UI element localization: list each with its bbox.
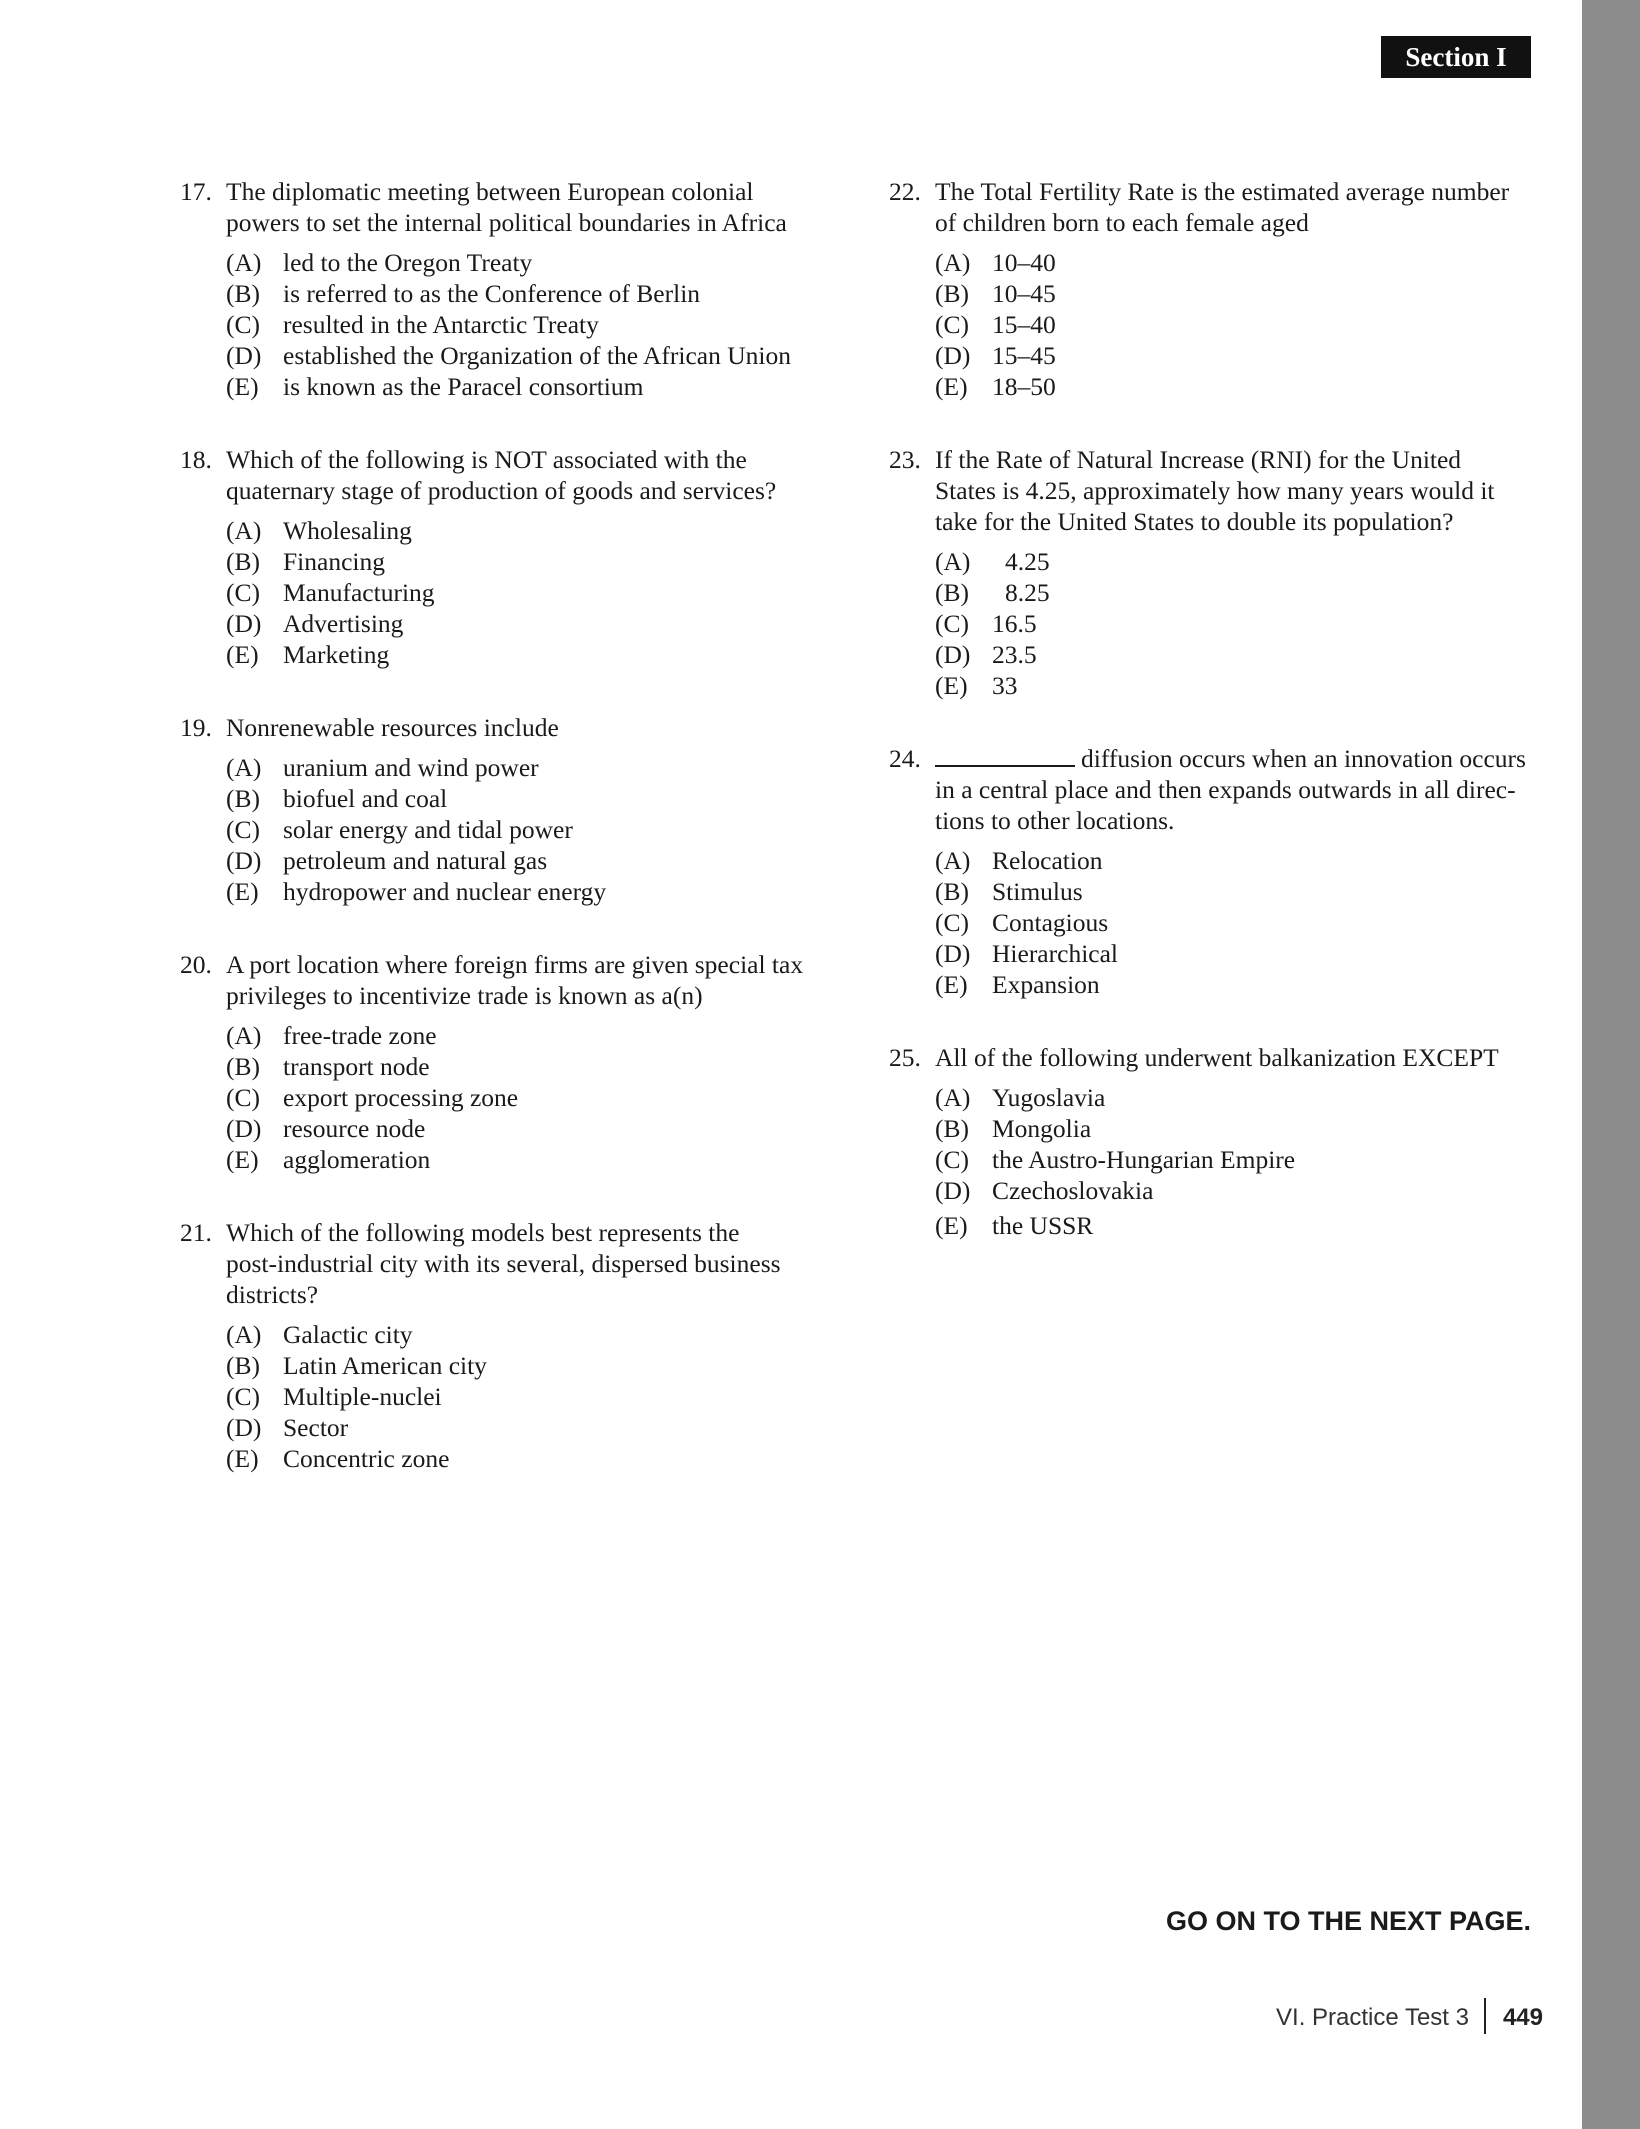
stem-line: quaternary stage of production of goods and services? bbox=[226, 476, 777, 505]
question-25 bbox=[889, 1042, 1539, 1241]
option-b[interactable] bbox=[226, 278, 820, 309]
question-18 bbox=[180, 444, 820, 670]
option-text: Contagious bbox=[992, 908, 1109, 937]
question-number: 18. bbox=[180, 445, 212, 474]
stem-line: Which of the following is NOT associated with the bbox=[226, 445, 747, 474]
option-text: Relocation bbox=[992, 846, 1103, 875]
option-text: agglomeration bbox=[283, 1145, 431, 1174]
option-text: uranium and wind power bbox=[283, 753, 539, 782]
stem-line: If the Rate of Natural Increase (RNI) for the United bbox=[935, 445, 1462, 474]
option-text: the Austro-Hungarian Empire bbox=[992, 1145, 1296, 1174]
option-d[interactable] bbox=[226, 845, 820, 876]
question-21 bbox=[180, 1217, 820, 1474]
option-a[interactable] bbox=[226, 1020, 820, 1051]
option-text: 23.5 bbox=[992, 640, 1037, 669]
option-text: Galactic city bbox=[283, 1320, 413, 1349]
option-a[interactable] bbox=[226, 515, 820, 546]
answer-options bbox=[180, 1319, 820, 1474]
option-letter: (D) bbox=[935, 939, 971, 968]
option-letter: (B) bbox=[935, 877, 969, 906]
option-e[interactable] bbox=[935, 371, 1539, 402]
fill-in-blank bbox=[935, 743, 1075, 767]
option-e[interactable] bbox=[226, 371, 820, 402]
stem-line: privileges to incentivize trade is known as a(n) bbox=[226, 981, 703, 1010]
option-letter: (A) bbox=[226, 753, 262, 782]
stem-line: districts? bbox=[226, 1280, 319, 1309]
stem-line: take for the United States to double its population? bbox=[935, 507, 1454, 536]
stem-line-text: diffusion occurs when an innovation occurs bbox=[1081, 744, 1526, 773]
option-a[interactable] bbox=[226, 752, 820, 783]
option-text: biofuel and coal bbox=[283, 784, 448, 813]
option-letter: (D) bbox=[935, 640, 971, 669]
option-c[interactable] bbox=[935, 309, 1539, 340]
question-19 bbox=[180, 712, 820, 907]
option-text: petroleum and natural gas bbox=[283, 846, 548, 875]
question-number: 22. bbox=[889, 177, 921, 206]
side-thumb-band bbox=[1582, 0, 1640, 2129]
option-text: Yugoslavia bbox=[992, 1083, 1106, 1112]
option-text: Concentric zone bbox=[283, 1444, 450, 1473]
stem-line: of children born to each female aged bbox=[935, 208, 1309, 237]
stem-line bbox=[935, 743, 1539, 774]
option-text: the USSR bbox=[992, 1211, 1094, 1240]
question-stem bbox=[180, 176, 820, 238]
option-letter: (B) bbox=[226, 784, 260, 813]
question-24 bbox=[889, 743, 1539, 1000]
answer-options bbox=[180, 1020, 820, 1175]
option-text: Sector bbox=[283, 1413, 349, 1442]
stem-line: States is 4.25, approximately how many years would it bbox=[935, 476, 1495, 505]
option-text: is referred to as the Conference of Berlin bbox=[283, 279, 701, 308]
option-c[interactable] bbox=[226, 577, 820, 608]
left-column bbox=[180, 176, 820, 1474]
option-letter: (D) bbox=[226, 1413, 262, 1442]
question-stem bbox=[889, 176, 1539, 238]
option-letter: (B) bbox=[226, 279, 260, 308]
option-text: 10–45 bbox=[992, 279, 1056, 308]
option-text: resulted in the Antarctic Treaty bbox=[283, 310, 599, 339]
page-footer bbox=[1100, 1998, 1545, 2034]
option-c[interactable] bbox=[935, 1144, 1539, 1175]
question-number: 25. bbox=[889, 1043, 921, 1072]
option-text: Mongolia bbox=[992, 1114, 1092, 1143]
option-text: Latin American city bbox=[283, 1351, 487, 1380]
option-letter: (C) bbox=[935, 609, 969, 638]
option-text: Hierarchical bbox=[992, 939, 1118, 968]
option-letter: (A) bbox=[226, 1320, 262, 1349]
option-d[interactable] bbox=[226, 608, 820, 639]
option-letter: (D) bbox=[226, 1114, 262, 1143]
option-e[interactable] bbox=[935, 969, 1539, 1000]
question-20 bbox=[180, 949, 820, 1175]
question-number: 24. bbox=[889, 744, 921, 773]
question-22 bbox=[889, 176, 1539, 402]
option-b[interactable] bbox=[226, 1350, 820, 1381]
option-d[interactable] bbox=[226, 340, 820, 371]
option-letter: (E) bbox=[226, 1444, 259, 1473]
option-letter: (C) bbox=[226, 815, 260, 844]
option-letter: (A) bbox=[226, 1021, 262, 1050]
option-d[interactable] bbox=[935, 340, 1539, 371]
option-d[interactable] bbox=[935, 938, 1539, 969]
section-badge: Section I bbox=[1381, 36, 1531, 78]
option-text: Advertising bbox=[283, 609, 404, 638]
stem-line: tions to other locations. bbox=[935, 806, 1175, 835]
option-letter: (A) bbox=[935, 1083, 971, 1112]
option-letter: (A) bbox=[226, 248, 262, 277]
option-letter: (B) bbox=[226, 1351, 260, 1380]
question-number: 23. bbox=[889, 445, 921, 474]
question-stem bbox=[889, 743, 1539, 836]
option-letter: (B) bbox=[226, 547, 260, 576]
option-d[interactable] bbox=[226, 1113, 820, 1144]
option-c[interactable] bbox=[226, 309, 820, 340]
option-b[interactable] bbox=[226, 1051, 820, 1082]
option-text: hydropower and nuclear energy bbox=[283, 877, 607, 906]
option-letter: (E) bbox=[935, 970, 968, 999]
footer-divider bbox=[1484, 1998, 1486, 2034]
option-letter: (D) bbox=[226, 609, 262, 638]
option-a[interactable] bbox=[935, 247, 1539, 278]
stem-line: All of the following underwent balkanization EXCEPT bbox=[935, 1043, 1499, 1072]
option-b[interactable] bbox=[935, 577, 1539, 608]
option-letter: (B) bbox=[935, 279, 969, 308]
option-letter: (C) bbox=[226, 310, 260, 339]
option-text: 18–50 bbox=[992, 372, 1056, 401]
question-number: 19. bbox=[180, 713, 212, 742]
option-text: 4.25 bbox=[1005, 547, 1050, 576]
option-letter: (B) bbox=[935, 1114, 969, 1143]
option-c[interactable] bbox=[226, 1381, 820, 1412]
stem-line: post-industrial city with its several, dispersed business bbox=[226, 1249, 781, 1278]
option-text: free-trade zone bbox=[283, 1021, 437, 1050]
option-text: 15–40 bbox=[992, 310, 1056, 339]
running-title: VI. Practice Test 3 bbox=[1276, 2004, 1469, 2031]
option-b[interactable] bbox=[226, 546, 820, 577]
option-letter: (D) bbox=[226, 341, 262, 370]
question-number: 17. bbox=[180, 177, 212, 206]
option-letter: (E) bbox=[226, 372, 259, 401]
answer-options bbox=[889, 1082, 1539, 1241]
question-17 bbox=[180, 176, 820, 402]
option-text: Expansion bbox=[992, 970, 1100, 999]
option-e[interactable] bbox=[226, 1443, 820, 1474]
option-text: Multiple-nuclei bbox=[283, 1382, 442, 1411]
option-text: led to the Oregon Treaty bbox=[283, 248, 533, 277]
answer-options bbox=[180, 752, 820, 907]
stem-line: Which of the following models best represents the bbox=[226, 1218, 740, 1247]
option-text: is known as the Paracel consortium bbox=[283, 372, 644, 401]
answer-options bbox=[889, 845, 1539, 1000]
option-letter: (E) bbox=[935, 671, 968, 700]
option-b[interactable] bbox=[226, 783, 820, 814]
option-letter: (C) bbox=[226, 1083, 260, 1112]
option-letter: (C) bbox=[226, 578, 260, 607]
option-c[interactable] bbox=[226, 1082, 820, 1113]
question-stem bbox=[180, 949, 820, 1011]
option-e[interactable] bbox=[226, 1144, 820, 1175]
option-a[interactable] bbox=[935, 1082, 1539, 1113]
option-letter: (E) bbox=[226, 1145, 259, 1174]
question-stem bbox=[889, 444, 1539, 537]
option-c[interactable] bbox=[935, 608, 1539, 639]
question-stem bbox=[180, 712, 820, 743]
option-text: Wholesaling bbox=[283, 516, 412, 545]
answer-options bbox=[180, 247, 820, 402]
question-stem bbox=[180, 1217, 820, 1310]
option-text: resource node bbox=[283, 1114, 426, 1143]
option-letter: (E) bbox=[226, 640, 259, 669]
option-d[interactable] bbox=[935, 1175, 1539, 1206]
answer-options bbox=[889, 546, 1539, 701]
option-letter: (E) bbox=[226, 877, 259, 906]
option-letter: (E) bbox=[935, 372, 968, 401]
option-letter: (A) bbox=[935, 547, 971, 576]
stem-line: in a central place and then expands outwards in all direc- bbox=[935, 775, 1516, 804]
question-number: 20. bbox=[180, 950, 212, 979]
option-text: 8.25 bbox=[1005, 578, 1050, 607]
option-e[interactable] bbox=[226, 639, 820, 670]
option-text: 10–40 bbox=[992, 248, 1056, 277]
question-stem bbox=[889, 1042, 1539, 1073]
option-e[interactable] bbox=[226, 876, 820, 907]
option-text: 16.5 bbox=[992, 609, 1037, 638]
option-c[interactable] bbox=[226, 814, 820, 845]
option-text: 33 bbox=[992, 671, 1018, 700]
option-text: export processing zone bbox=[283, 1083, 519, 1112]
page-number: 449 bbox=[1502, 2004, 1543, 2031]
question-23 bbox=[889, 444, 1539, 701]
answer-options bbox=[180, 515, 820, 670]
option-b[interactable] bbox=[935, 278, 1539, 309]
option-text: solar energy and tidal power bbox=[283, 815, 573, 844]
option-c[interactable] bbox=[935, 907, 1539, 938]
question-number: 21. bbox=[180, 1218, 212, 1247]
stem-line: powers to set the internal political boundaries in Africa bbox=[226, 208, 787, 237]
option-text: Manufacturing bbox=[283, 578, 435, 607]
option-d[interactable] bbox=[226, 1412, 820, 1443]
option-a[interactable] bbox=[226, 247, 820, 278]
option-b[interactable] bbox=[935, 1113, 1539, 1144]
right-column bbox=[889, 176, 1539, 1241]
option-letter: (E) bbox=[935, 1211, 968, 1240]
option-b[interactable] bbox=[935, 876, 1539, 907]
option-d[interactable] bbox=[935, 639, 1539, 670]
option-text: established the Organization of the African Union bbox=[283, 341, 791, 370]
stem-line: A port location where foreign firms are given special tax bbox=[226, 950, 804, 979]
option-letter: (A) bbox=[226, 516, 262, 545]
option-text: 15–45 bbox=[992, 341, 1056, 370]
option-a[interactable] bbox=[226, 1319, 820, 1350]
answer-options bbox=[889, 247, 1539, 402]
option-letter: (A) bbox=[935, 846, 971, 875]
option-a[interactable] bbox=[935, 546, 1539, 577]
option-e[interactable] bbox=[935, 1210, 1539, 1241]
option-letter: (C) bbox=[935, 908, 969, 937]
option-letter: (C) bbox=[935, 310, 969, 339]
option-text: Marketing bbox=[283, 640, 390, 669]
option-text: Stimulus bbox=[992, 877, 1083, 906]
option-a[interactable] bbox=[935, 845, 1539, 876]
option-letter: (B) bbox=[935, 578, 969, 607]
option-letter: (D) bbox=[935, 1176, 971, 1205]
option-text: Czechoslovakia bbox=[992, 1176, 1154, 1205]
stem-line: The Total Fertility Rate is the estimated average number bbox=[935, 177, 1510, 206]
go-on-next-page-notice: GO ON TO THE NEXT PAGE. bbox=[1165, 1906, 1531, 1936]
option-letter: (D) bbox=[935, 341, 971, 370]
option-letter: (C) bbox=[935, 1145, 969, 1174]
stem-line: The diplomatic meeting between European colonial bbox=[226, 177, 754, 206]
option-letter: (D) bbox=[226, 846, 262, 875]
option-text: Financing bbox=[283, 547, 385, 576]
option-letter: (B) bbox=[226, 1052, 260, 1081]
option-letter: (C) bbox=[226, 1382, 260, 1411]
option-e[interactable] bbox=[935, 670, 1539, 701]
question-stem bbox=[180, 444, 820, 506]
option-letter: (A) bbox=[935, 248, 971, 277]
option-text: transport node bbox=[283, 1052, 430, 1081]
stem-line: Nonrenewable resources include bbox=[226, 713, 559, 742]
